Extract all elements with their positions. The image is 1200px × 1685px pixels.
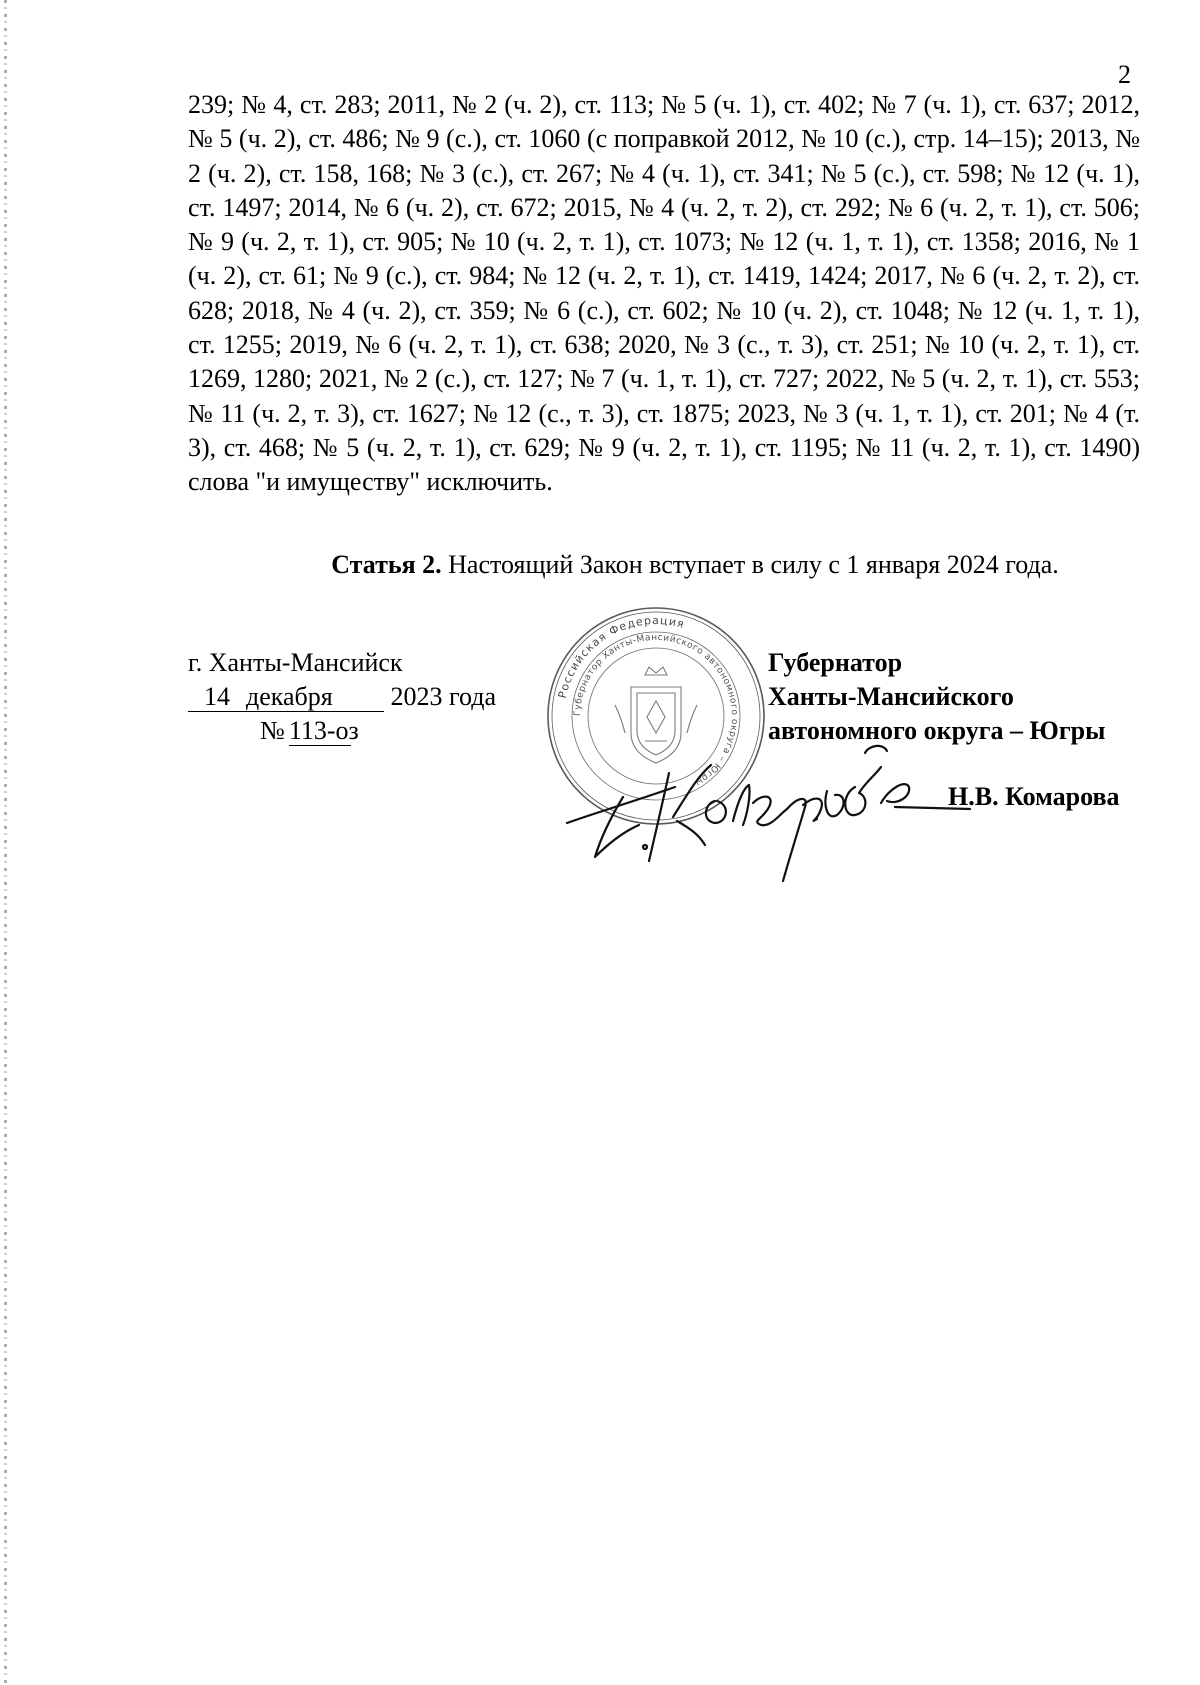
article-2 bbox=[0, 550, 1200, 580]
date-year: 2023 года bbox=[390, 682, 497, 711]
governor-title-line1: Губернатор bbox=[768, 648, 903, 677]
law-body-text: 239; № 4, ст. 283; 2011, № 2 (ч. 2), ст. 113; № 5 (ч. 1), ст. 402; № 7 (ч. 1), ст. 637; 2012, № 5 (ч. 2), ст. 486; № 9 (с.), ст. 1060 (с поправкой 2012, № 10 (с.), стр. 14–15); 2013, № 2 (ч. 2), ст. 158, 168; № 3 (с.), ст. 267; № 4 (ч. 1), ст. 341; № 5 (с.), ст. 598; № 12 (ч. 1), ст. 1497; 2014, № 6 (ч. 2), ст. 672; 2015, № 4 (ч. 2, т. 2), ст. 292; № 6 (ч. 2, т. 1), ст. 506; № 9 (ч. 2, т. 1), ст. 905; № 10 (ч. 2, т. 1), ст. 1073; № 12 (ч. 1, т. 1), ст. 1358; 2016, № 1 (ч. 2), ст. 61; № 9 (с.), ст. 984; № 12 (ч. 2, т. 1), ст. 1419, 1424; 2017, № 6 (ч. 2, т. 2), ст. 628; 2018, № 4 (ч. 2), ст. 359; № 6 (с.), ст. 602; № 10 (ч. 2), ст. 1048; № 12 (ч. 1, т. 1), ст. 1255; 2019, № 6 (ч. 2, т. 1), ст. 638; 2020, № 3 (с., т. 3), ст. 251; № 10 (ч. 2, т. 1), ст. 1269, 1280; 2021, № 2 (с.), ст. 127; № 7 (ч. 1, т. 1), ст. 727; 2022, № 5 (ч. 2, т. 1), ст. 553; № 11 (ч. 2, т. 3), ст. 1627; № 12 (с., т. 3), ст. 1875; 2023, № 3 (ч. 1, т. 1), ст. 201; № 4 (т. 3), ст. 468; № 5 (ч. 2, т. 1), ст. 629; № 9 (ч. 2, т. 1), ст. 1195; № 11 (ч. 2, т. 1), ст. 1490) слова "и имуществу" исключить. bbox=[188, 90, 1140, 497]
scan-edge-artifact bbox=[4, 0, 7, 1685]
governor-title-line2: Ханты-Мансийского bbox=[768, 682, 1014, 711]
date-line bbox=[188, 680, 528, 714]
law-number: 113-оз bbox=[288, 716, 359, 745]
page-number: 2 bbox=[1118, 60, 1131, 89]
number-line bbox=[188, 714, 528, 748]
handwritten-signature bbox=[565, 735, 975, 885]
governor-name: Н.В. Комарова bbox=[948, 782, 1120, 811]
governor-title-line3: автономного округа – Югры bbox=[768, 716, 1106, 745]
seal-inner-text: Губернатор Ханты-Мансийского автономного округа – Югры bbox=[572, 632, 740, 788]
date-day: 14 bbox=[188, 683, 246, 712]
article-2-text: Настоящий Закон вступает в силу с 1 января 2024 года. bbox=[441, 550, 1059, 579]
governor-title-block bbox=[768, 646, 1105, 748]
place-date-block bbox=[188, 646, 528, 748]
seal-outer-text: Российская Федерация bbox=[555, 613, 687, 700]
law-number-prefix: № bbox=[260, 716, 285, 745]
date-month: декабря bbox=[246, 683, 384, 712]
city: г. Ханты-Мансийск bbox=[188, 648, 403, 677]
city-line bbox=[188, 646, 528, 680]
article-2-label: Статья 2. bbox=[331, 550, 442, 579]
